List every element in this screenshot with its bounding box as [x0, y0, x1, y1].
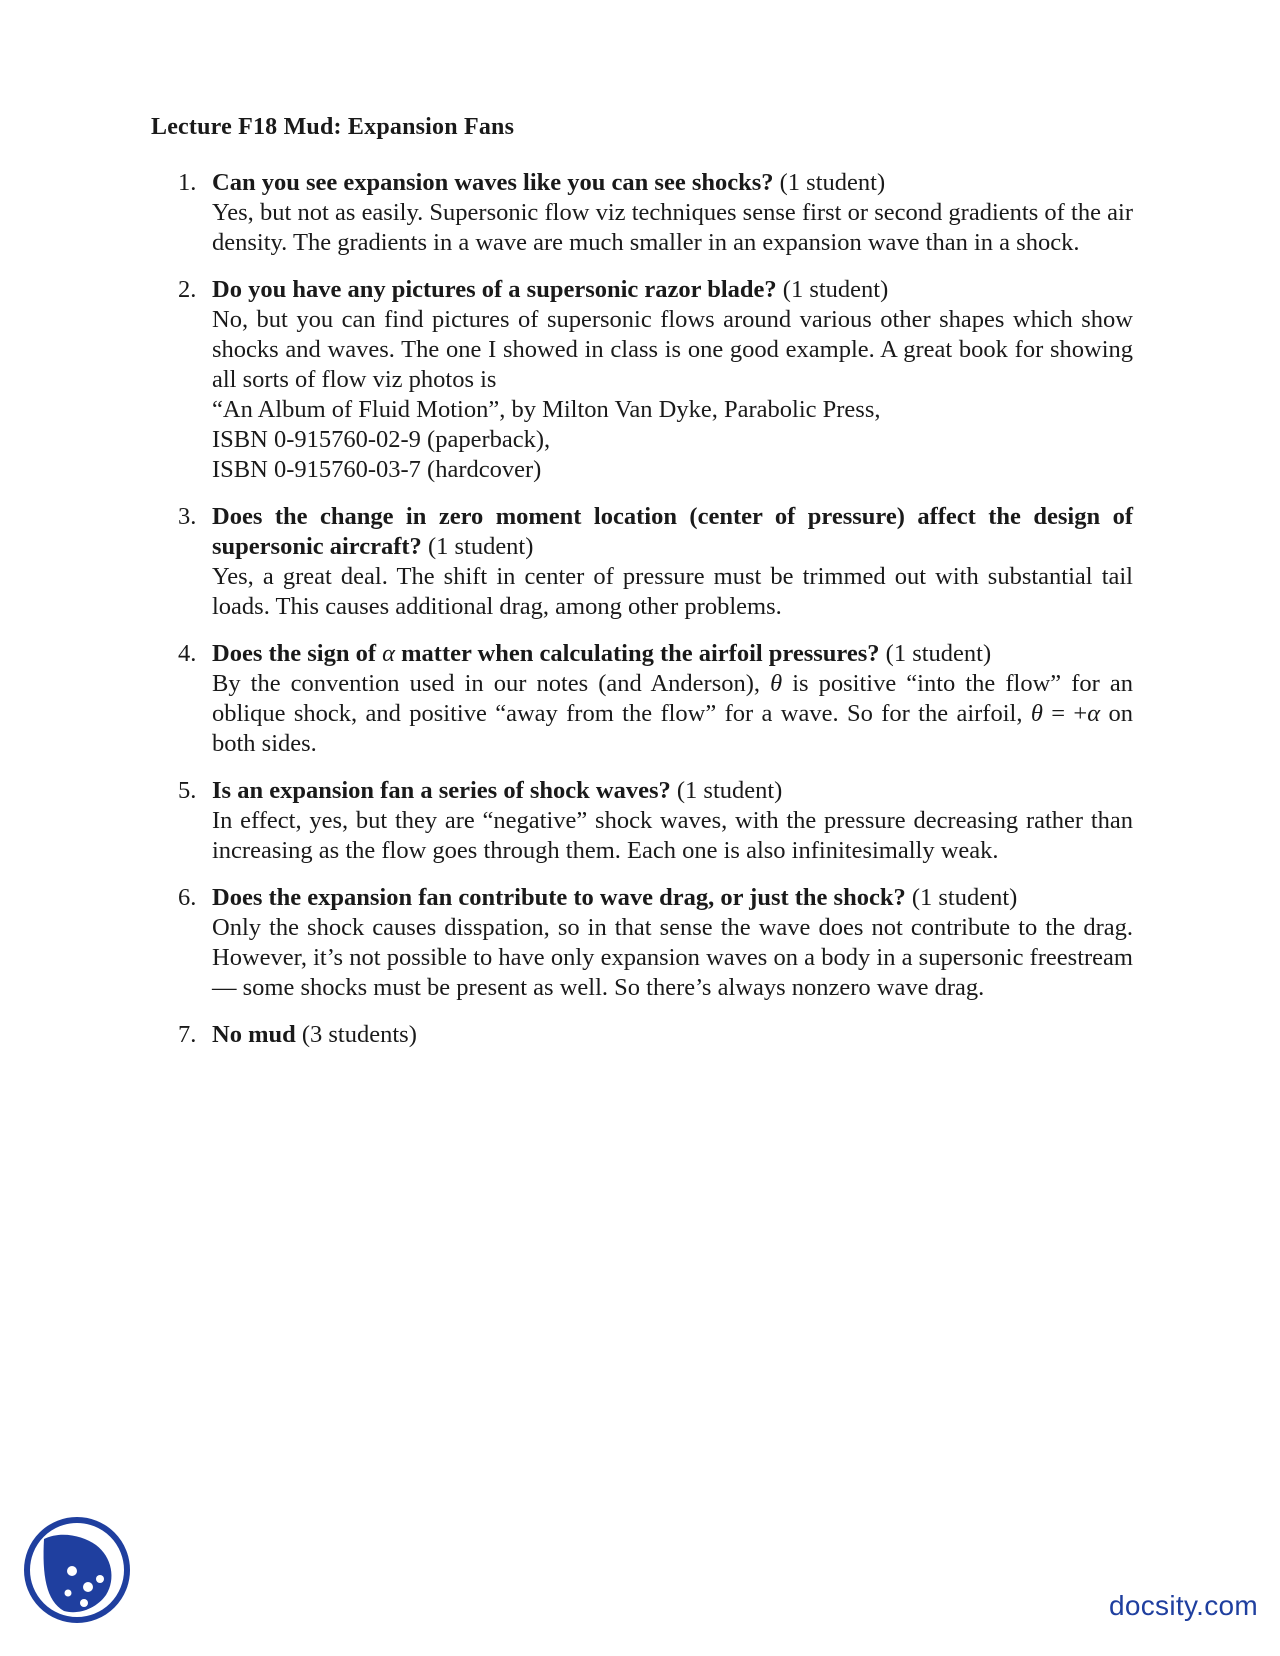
answer-line: Yes, a great deal. The shift in center of pressure must be trimmed out with substantial tail loads. This causes additional drag, among other problems.	[212, 563, 1133, 620]
answer-text	[212, 806, 1133, 866]
question-text: Does the change in zero moment location (center of pressure) affect the design of supersonic aircraft?	[212, 503, 1133, 560]
item-number: 5.	[178, 777, 197, 804]
docsity-logo-icon[interactable]	[22, 1515, 132, 1625]
answer-line: In effect, yes, but they are “negative” shock waves, with the pressure decreasing rather than increasing as the flow goes through them. Each one is also infinitesimally weak.	[212, 807, 1133, 864]
isbn-paperback: ISBN 0-915760-02-9 (paperback),	[212, 426, 551, 453]
question-part: matter when calculating the airfoil pressures?	[395, 640, 880, 667]
item-number: 4.	[178, 640, 197, 667]
answer-part: = +	[1042, 700, 1088, 727]
item-number: 6.	[178, 884, 197, 911]
student-count: (1 student)	[779, 169, 886, 196]
isbn-hardcover: ISBN 0-915760-03-7 (hardcover)	[212, 456, 542, 483]
theta-symbol: θ	[770, 670, 783, 697]
student-count: (1 student)	[676, 777, 783, 804]
student-count: (1 student)	[427, 533, 534, 560]
answer-text	[212, 913, 1133, 1003]
item-number: 7.	[178, 1021, 197, 1048]
student-count: (1 student)	[782, 276, 889, 303]
alpha-symbol: α	[1087, 700, 1101, 727]
answer-text	[212, 669, 1133, 759]
answer-text	[212, 305, 1133, 485]
item-number: 1.	[178, 169, 197, 196]
list-item	[178, 168, 1133, 258]
question-text: Is an expansion fan a series of shock waves?	[212, 777, 671, 804]
list-item	[178, 502, 1133, 622]
answer-text	[212, 198, 1133, 258]
list-item	[178, 883, 1133, 1003]
question-part: Does the sign of	[212, 640, 383, 667]
answer-line: No, but you can find pictures of supersonic flows around various other shapes which show shocks and waves. The one I showed in class is one good example. A great book for showing all sorts of flow viz photos is	[212, 306, 1133, 393]
list-item	[178, 776, 1133, 866]
theta-symbol: θ	[1030, 700, 1043, 727]
answer-line: Yes, but not as easily. Supersonic flow viz techniques sense first or second gradients of the air density. The gradients in a wave are much smaller in an expansion wave than in a shock.	[212, 199, 1133, 256]
student-count: (1 student)	[885, 640, 992, 667]
alpha-symbol: α	[382, 640, 396, 667]
book-citation: “An Album of Fluid Motion”, by Milton Van Dyke, Parabolic Press,	[212, 396, 881, 423]
list-item	[178, 1020, 1133, 1050]
answer-text	[212, 562, 1133, 622]
list-item	[178, 275, 1133, 485]
student-count: (3 students)	[301, 1021, 417, 1048]
question-text: Do you have any pictures of a supersonic razor blade?	[212, 276, 777, 303]
student-count: (1 student)	[911, 884, 1018, 911]
answer-part: By the convention used in our notes (and Anderson),	[212, 670, 771, 697]
page-title: Lecture F18 Mud: Expansion Fans	[151, 114, 515, 140]
question-text: No mud	[212, 1021, 296, 1048]
question-list	[178, 168, 1133, 1050]
item-number: 3.	[178, 503, 197, 530]
question-text: Does the expansion fan contribute to wave drag, or just the shock?	[212, 884, 906, 911]
answer-line: Only the shock causes disspation, so in that sense the wave does not contribute to the drag. However, it’s not possible to have only expansion waves on a body in a supersonic freestream — some shocks must be present as well. So there’s always nonzero wave drag.	[212, 914, 1133, 1001]
list-item	[178, 639, 1133, 759]
question-text: Can you see expansion waves like you can see shocks?	[212, 169, 774, 196]
item-number: 2.	[178, 276, 197, 303]
docsity-brand-link[interactable]: docsity.com	[1109, 1590, 1259, 1621]
answer-part: on both sides.	[212, 700, 1134, 757]
answer-part: is positive “into the flow” for an oblique shock, and positive “away from the flow” for a wave. So for the airfoil,	[212, 670, 1133, 727]
question-text	[212, 640, 880, 667]
